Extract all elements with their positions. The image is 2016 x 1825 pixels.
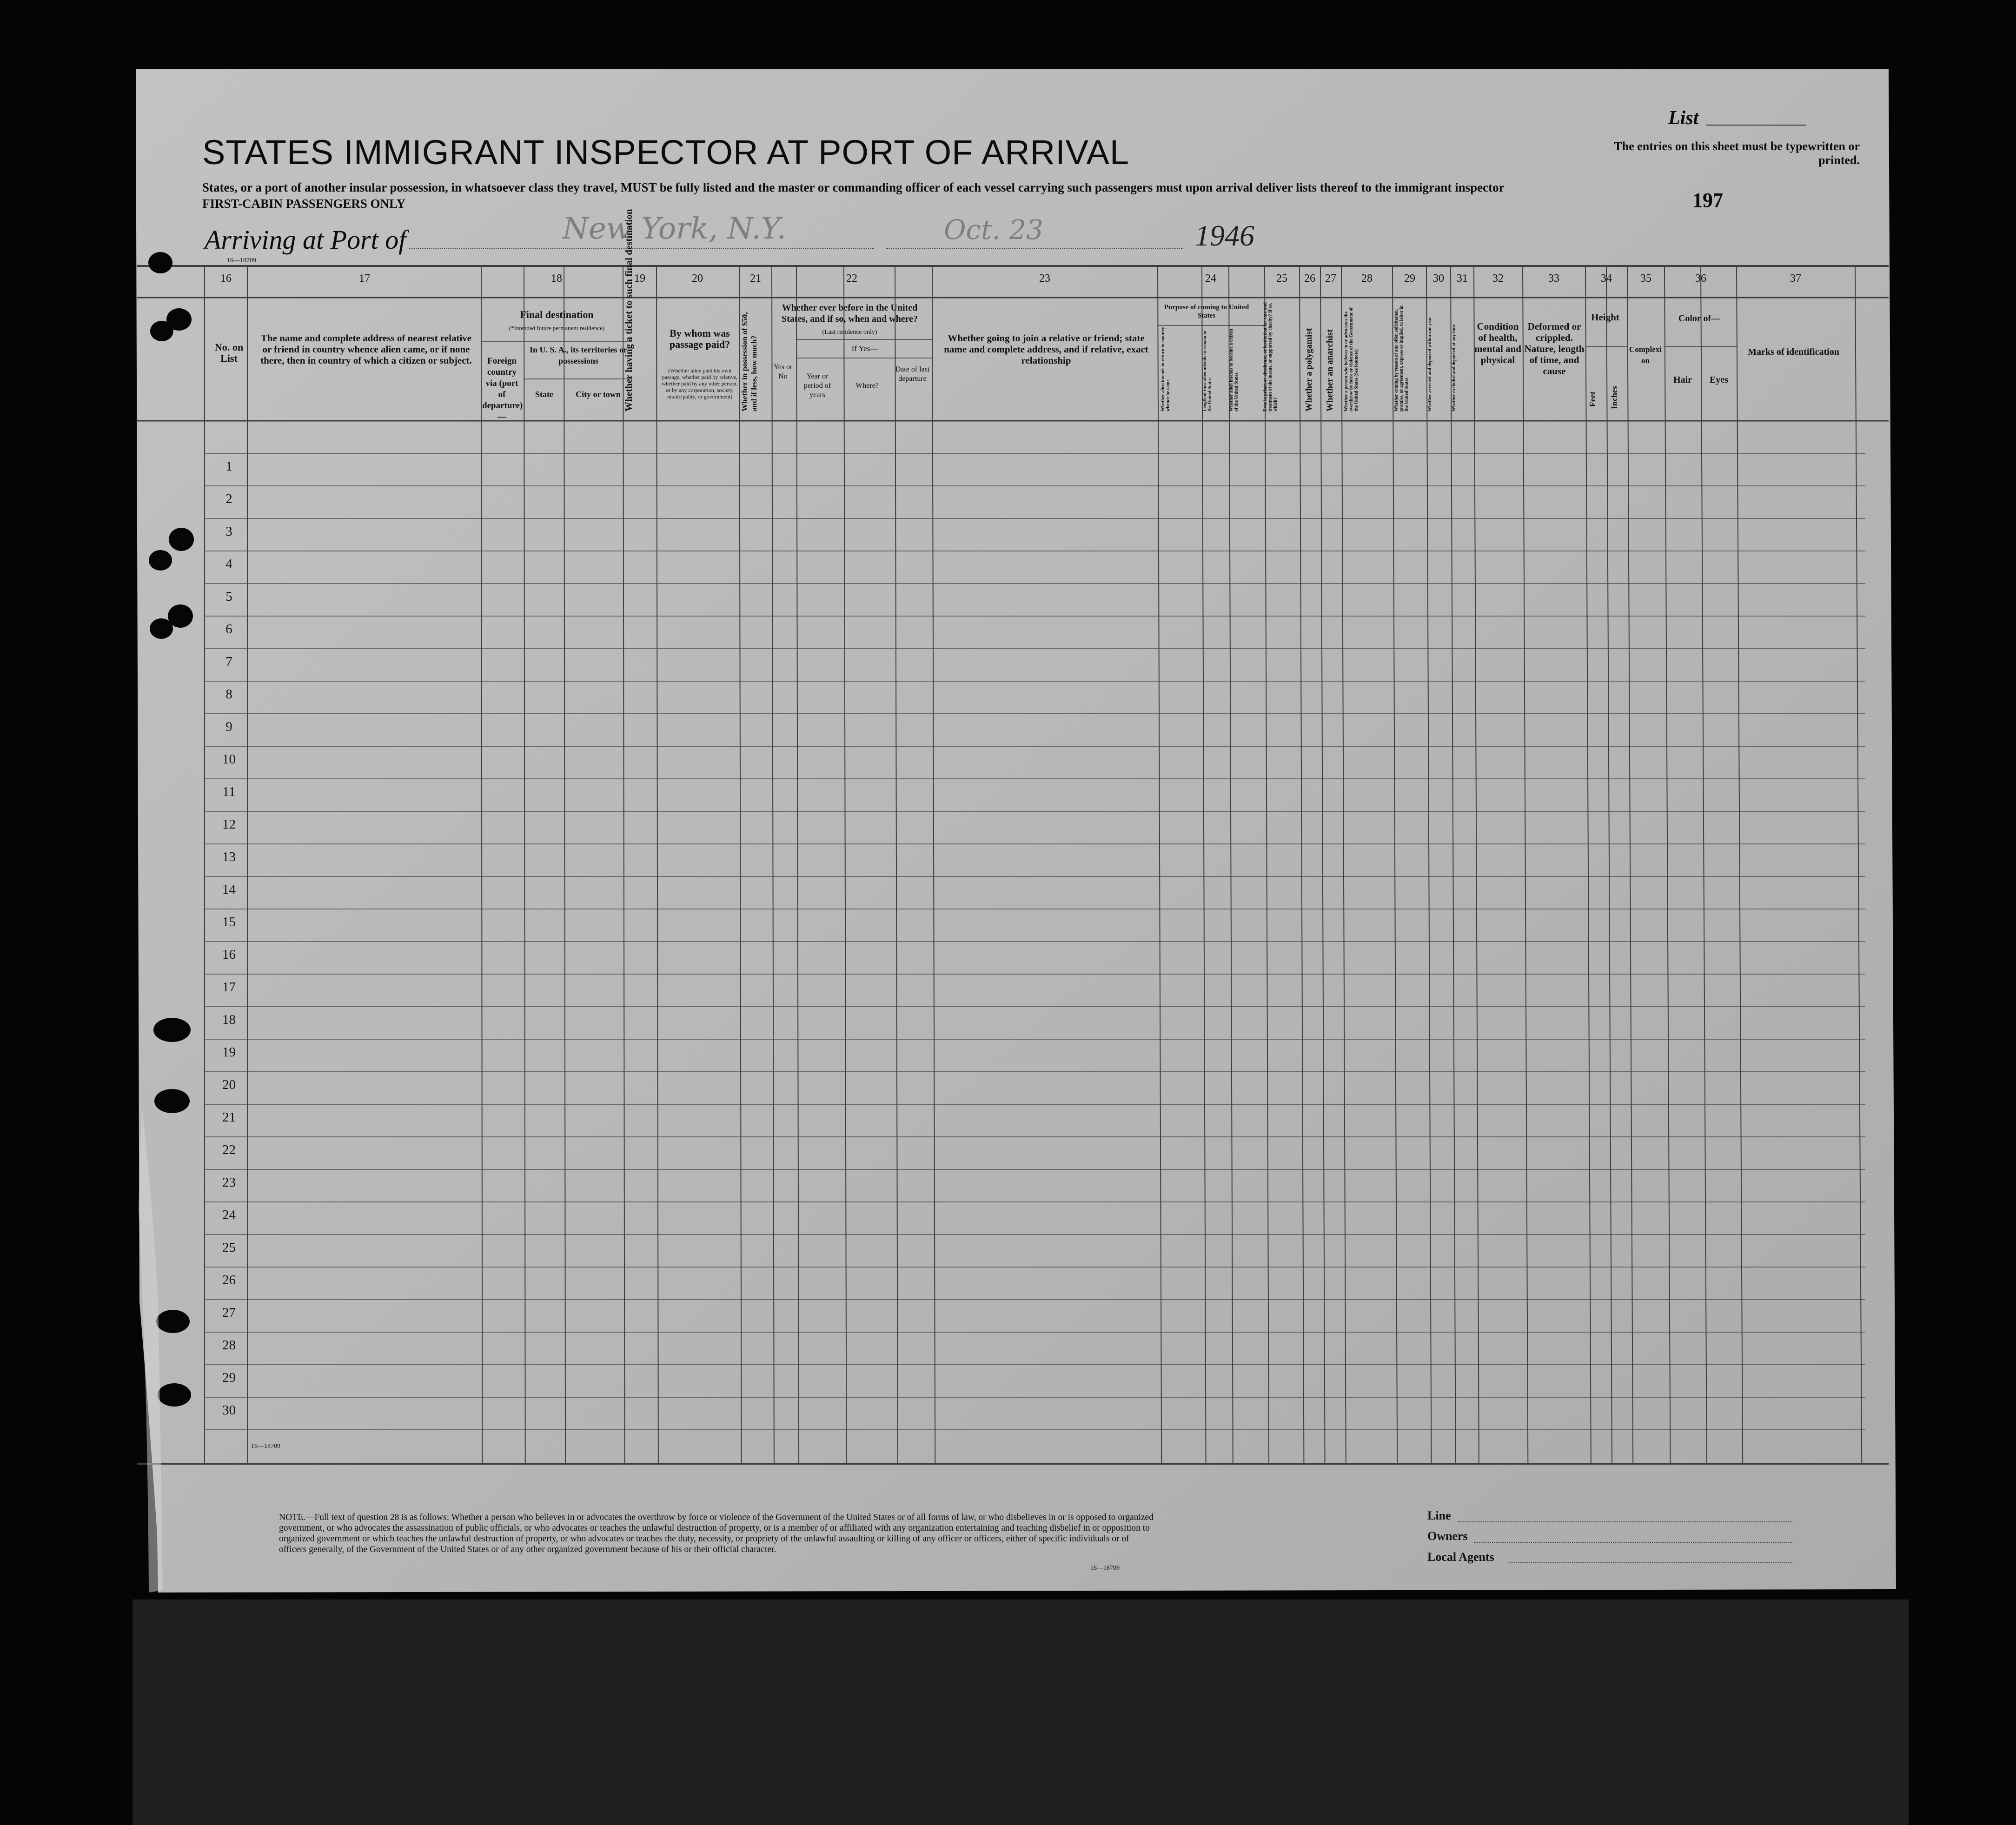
row-number-5: 5 bbox=[225, 589, 232, 604]
column-number-16: 16 bbox=[220, 272, 232, 285]
column-number-34: 34 bbox=[1601, 272, 1612, 285]
column-number-37: 37 bbox=[1790, 272, 1801, 285]
row-number-22: 22 bbox=[222, 1142, 236, 1157]
header-feet: Feet bbox=[1588, 392, 1597, 407]
header-arrested-deported: Whether arrested and deported within one year bbox=[1427, 317, 1432, 411]
header-labor-offer: Whether coming by reason of any offer, solicitation, promise, or agreement, express or implied, to labor in the United States bbox=[1394, 305, 1409, 411]
column-number-30: 30 bbox=[1433, 272, 1444, 285]
row-number-23: 23 bbox=[222, 1175, 236, 1190]
header-join-relative: Whether going to join a relative or friend; state name and complete address, and if relative, exact relationship bbox=[944, 332, 1148, 366]
header-no-on-list: No. on List bbox=[214, 341, 244, 364]
column-number-17: 17 bbox=[359, 272, 370, 285]
row-number-26: 26 bbox=[222, 1273, 236, 1287]
column-number-29: 29 bbox=[1404, 272, 1415, 285]
header-last-residence: (Last residence only) bbox=[822, 329, 877, 336]
row-number-8: 8 bbox=[225, 687, 232, 702]
header-if-yes: If Yes— bbox=[851, 344, 878, 353]
column-number-31: 31 bbox=[1457, 272, 1468, 285]
row-number-30: 30 bbox=[222, 1403, 236, 1418]
column-number-26: 26 bbox=[1304, 272, 1315, 285]
column-number-35: 35 bbox=[1640, 272, 1651, 285]
header-nearest-relative: The name and complete address of nearest relative or friend in country whence alien came, or if none there, then in country of which a citizen or subject. bbox=[260, 332, 472, 366]
column-number-20: 20 bbox=[692, 272, 703, 285]
owners-label: Owners bbox=[1427, 1529, 1468, 1543]
bottom-form-code: 16—18709 bbox=[1090, 1565, 1120, 1572]
header-possession-50: Whether in possession of $50, and if less, how much? bbox=[740, 312, 758, 411]
row-number-6: 6 bbox=[225, 622, 232, 637]
header-prison-almshouse: Ever in prison or almshouse, or institution for care and treatment of the insane, or supported by charity? If so, which? bbox=[1263, 302, 1278, 411]
row-number-25: 25 bbox=[222, 1240, 236, 1255]
header-return-intent: Whether alien intends to return to country whence he came bbox=[1161, 327, 1171, 411]
row-number-21: 21 bbox=[222, 1110, 236, 1125]
column-number-32: 32 bbox=[1492, 272, 1504, 285]
row-number-9: 9 bbox=[225, 719, 232, 734]
column-number-18: 18 bbox=[551, 272, 562, 285]
header-purpose: Purpose of coming to United States bbox=[1164, 304, 1249, 319]
column-number-25: 25 bbox=[1276, 272, 1287, 285]
header-polygamist: Whether a polygamist bbox=[1304, 328, 1314, 411]
form-title: STATES IMMIGRANT INSPECTOR AT PORT OF ARRIVAL bbox=[202, 133, 1130, 172]
row-number-16: 16 bbox=[222, 947, 236, 962]
header-excluded-deported: Whether excluded and deported at any time bbox=[1452, 324, 1457, 411]
line-underline bbox=[1458, 1521, 1792, 1522]
row-number-4: 4 bbox=[225, 557, 232, 571]
header-ticket: Whether having a ticket to such final destination bbox=[623, 209, 634, 411]
row-number-11: 11 bbox=[222, 784, 236, 799]
header-overthrow: Whether a person who believes in or advocates the overthrow by force or violence of the Government of the United States (See footnote) bbox=[1344, 307, 1359, 411]
agents-underline bbox=[1509, 1562, 1792, 1563]
header-year-period: Year or period of years bbox=[803, 372, 831, 399]
row-number-27: 27 bbox=[222, 1305, 236, 1320]
column-number-28: 28 bbox=[1361, 272, 1373, 285]
header-passage-paid-note: (Whether alien paid his own passage, whether paid by relative, whether paid by any other person, or by any corporation, society, municipality, or government) bbox=[662, 367, 738, 400]
column-number-24: 24 bbox=[1205, 272, 1216, 285]
header-length-stay: Length of time alien intends to remain in the United States bbox=[1202, 331, 1213, 411]
header-complexion: Complexion bbox=[1629, 345, 1662, 365]
row-number-17: 17 bbox=[222, 980, 236, 995]
header-anarchist: Whether an anarchist bbox=[1325, 329, 1335, 411]
local-agents-label: Local Agents bbox=[1427, 1550, 1494, 1564]
column-number-19: 19 bbox=[634, 272, 645, 285]
header-in-usa: In U. S. A., its territories or possessions bbox=[530, 345, 627, 365]
row-number-3: 3 bbox=[225, 524, 232, 539]
row-number-7: 7 bbox=[225, 654, 232, 669]
list-label: List bbox=[1668, 107, 1699, 129]
header-citizen-intent: Whether alien intends to become a citizen of the United States bbox=[1229, 329, 1239, 411]
row-number-15: 15 bbox=[222, 915, 236, 929]
header-inches: Inches bbox=[1610, 385, 1619, 409]
list-underline bbox=[1706, 125, 1806, 126]
header-state: State bbox=[535, 390, 553, 399]
header-deformed: Deformed or crippled. Nature, length of time, and cause bbox=[1524, 321, 1585, 377]
passenger-class: FIRST-CABIN PASSENGERS ONLY bbox=[202, 197, 406, 211]
form-subtitle: States, or a port of another insular possession, in whatsoever class they travel, MUST be fully listed and the master or commanding officer of each vessel carrying such passengers must upon arrival deliver lists thereof to the immigrant inspector bbox=[202, 180, 1505, 194]
header-marks-identification: Marks of identification bbox=[1748, 347, 1839, 357]
header-where: Where? bbox=[855, 382, 879, 390]
column-number-22: 22 bbox=[846, 272, 857, 285]
header-health: Condition of health, mental and physical bbox=[1474, 321, 1521, 365]
header-yes-no: Yes or No bbox=[773, 363, 793, 380]
row-number-14: 14 bbox=[222, 882, 236, 897]
row-number-1: 1 bbox=[225, 459, 232, 474]
header-hair: Hair bbox=[1673, 375, 1692, 385]
header-foreign-country: Foreign country via (port of departure)— bbox=[482, 356, 523, 422]
header-eyes: Eyes bbox=[1710, 375, 1728, 385]
header-final-destination-note: (*Intended future permanent residence) bbox=[509, 325, 605, 332]
row-number-18: 18 bbox=[222, 1012, 236, 1027]
column-number-27: 27 bbox=[1325, 272, 1336, 285]
header-color-of: Color of— bbox=[1678, 313, 1721, 324]
row-number-10: 10 bbox=[222, 752, 236, 767]
sheet-number: 197 bbox=[1692, 189, 1723, 212]
owners-underline bbox=[1474, 1542, 1792, 1543]
table-form-code: 16—18709 bbox=[251, 1443, 280, 1450]
header-height: Height bbox=[1591, 312, 1619, 323]
row-number-28: 28 bbox=[222, 1338, 236, 1353]
port-handwritten: New York, N.Y. bbox=[563, 212, 786, 246]
column-number-23: 23 bbox=[1039, 272, 1050, 285]
row-number-2: 2 bbox=[225, 491, 232, 506]
row-number-29: 29 bbox=[222, 1370, 236, 1385]
header-ever-before-us: Whether ever before in the United States, and if so, when and where? bbox=[782, 303, 918, 324]
row-number-20: 20 bbox=[222, 1077, 236, 1092]
row-number-12: 12 bbox=[222, 817, 236, 832]
arriving-label: Arriving at Port of bbox=[205, 225, 406, 255]
form-code: 16—18709 bbox=[227, 257, 256, 264]
column-number-33: 33 bbox=[1548, 272, 1559, 285]
line-label: Line bbox=[1427, 1509, 1451, 1522]
header-final-destination: Final destination bbox=[520, 309, 594, 320]
row-number-24: 24 bbox=[222, 1208, 236, 1222]
date-handwritten: Oct. 23 bbox=[944, 214, 1044, 246]
row-number-13: 13 bbox=[222, 849, 236, 864]
row-number-19: 19 bbox=[222, 1045, 236, 1060]
column-number-36: 36 bbox=[1695, 272, 1706, 285]
column-number-21: 21 bbox=[750, 272, 761, 285]
date-underline bbox=[886, 248, 1183, 249]
footnote-question-28: NOTE.—Full text of question 28 is as follows: Whether a person who believes in or advocates the overthrow by force or violence of the Government of the United States or of all forms of law, or who disbelieves in or is opposed to organized government, or who advocates the assassination of public officials, or who advocates or teaches the unlawful destruction of property, or is a member of or affiliated with any organization entertaining and teaching disbelief in or opposition to organized government or which teaches the unlawful destruction of property, or who advocates or teaches the duty, necessity, or propriety of the unlawful assaulting or killing of any officer or officers, either of specific individuals or of officers generally, of the Government of the United States or of any other organized government because of his or their official character. bbox=[279, 1513, 1154, 1554]
entries-note: The entries on this sheet must be typewritten or printed. bbox=[1614, 139, 1860, 167]
year: 1946 bbox=[1195, 219, 1254, 252]
header-passage-paid: By whom was passage paid? bbox=[669, 327, 730, 350]
header-date-last-departure: Date of last departure bbox=[895, 365, 930, 383]
header-city: City or town bbox=[576, 390, 621, 399]
port-underline bbox=[409, 248, 874, 249]
